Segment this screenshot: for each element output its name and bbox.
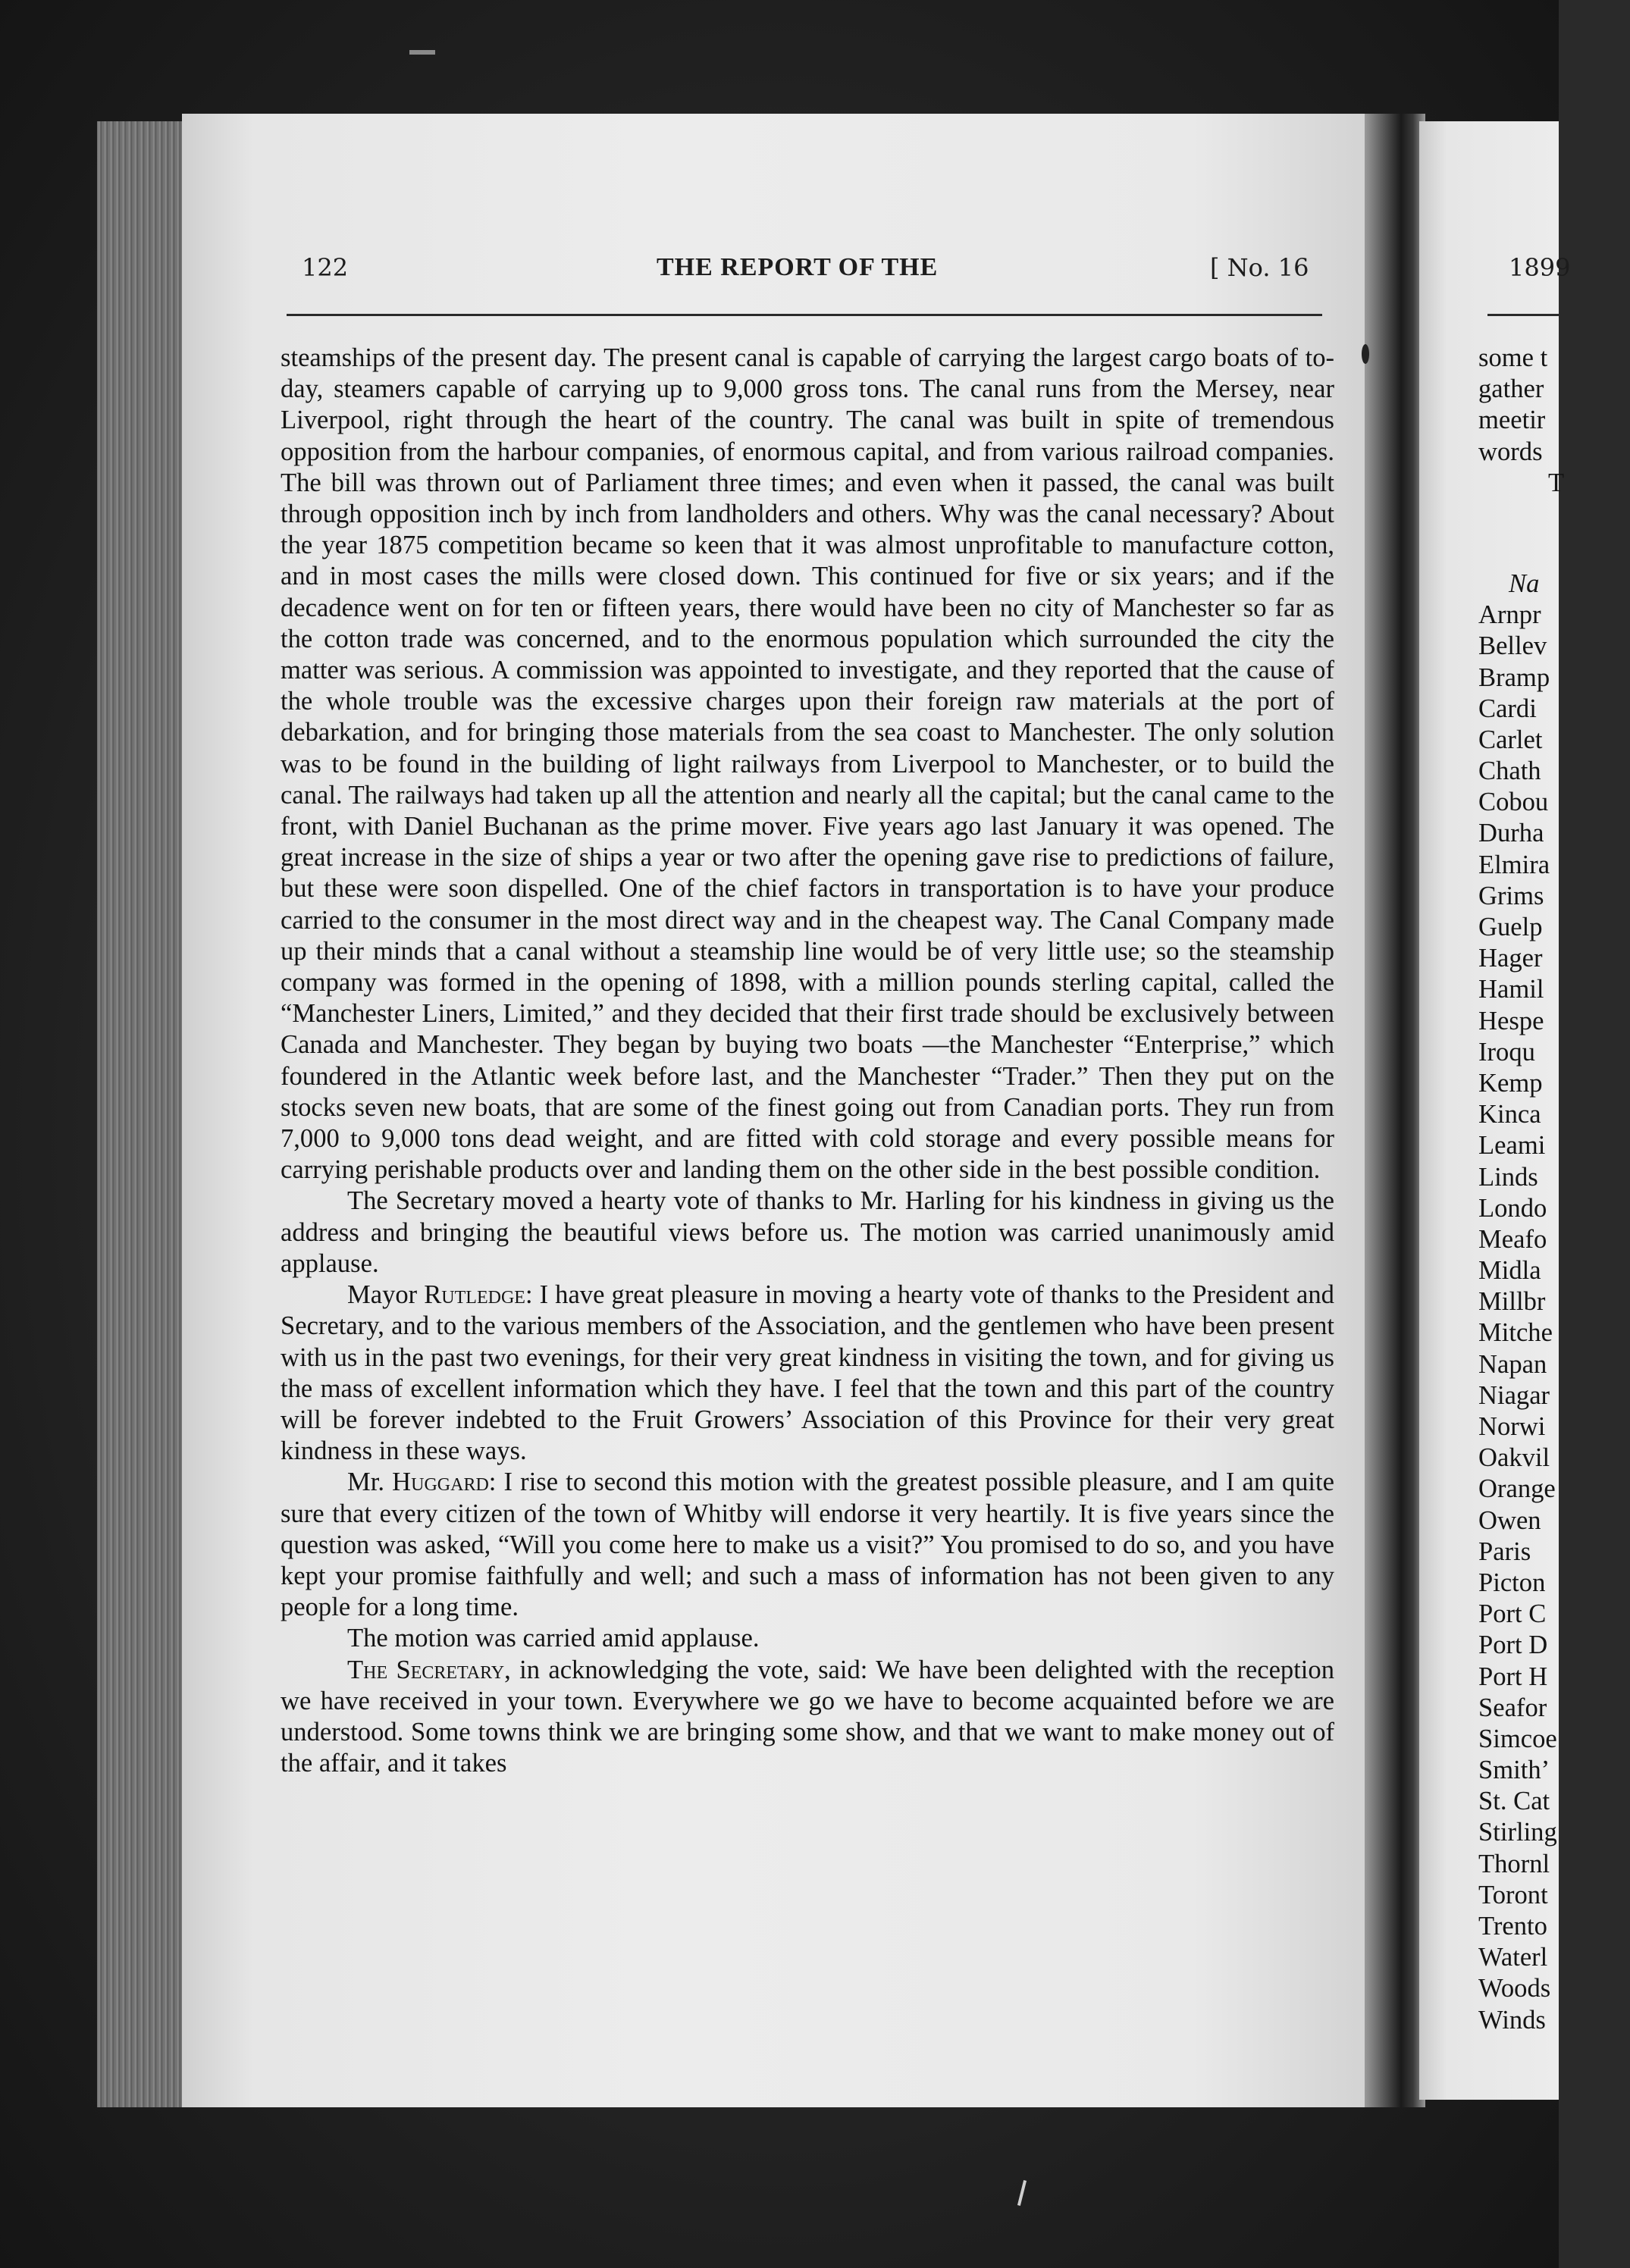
right-page-line: Port C — [1478, 1599, 1547, 1629]
right-page-line: Bellev — [1478, 631, 1547, 661]
right-page-line: Durha — [1478, 819, 1544, 848]
right-page-line: Cobou — [1478, 788, 1549, 817]
paragraph-text: : I rise to second this motion with the greatest possible pleasure, and I am quite sure that every citizen of the town of Whitby will endorse it very heartily. It is five years since the question was asked, “Will you come here to make us a visit?” You promised to do so, and you have kept your promise faithfully and well; and such a mass of information has not been given to any people for a long time. — [281, 1468, 1334, 1622]
right-page-line: Paris — [1478, 1537, 1531, 1566]
right-page-line: Meafo — [1478, 1224, 1547, 1254]
right-page-line: Hamil — [1478, 975, 1544, 1004]
right-page-line: Hespe — [1478, 1006, 1544, 1035]
right-page-line: Grims — [1478, 881, 1544, 910]
right-page-line: Seafor — [1478, 1693, 1547, 1722]
film-artifact-mark — [409, 50, 435, 55]
right-page-line: Carlet — [1478, 725, 1543, 754]
issue-number: [ No. 16 — [1210, 253, 1309, 282]
right-page-line: St. Cat — [1478, 1787, 1550, 1816]
right-page-line: words — [1478, 437, 1543, 466]
right-page-line: Orange — [1478, 1474, 1556, 1504]
body-paragraph — [281, 1655, 1334, 1780]
paragraph-text: , in acknowledging the vote, said: We have been delighted with the reception we have received in your town. Everywhere we go we have to become acquainted before we are understood. Some towns think we are bringing some show, and that we want to make money out of the affair, and it takes — [281, 1655, 1334, 1778]
speaker-name: Rutledge — [424, 1280, 525, 1310]
right-page-line: Mitche — [1478, 1318, 1553, 1348]
right-page-line: Simcoe — [1478, 1724, 1557, 1753]
right-page-line: Toront — [1478, 1880, 1548, 1909]
right-page-line: gather — [1478, 374, 1544, 404]
right-page-line: Midla — [1478, 1256, 1541, 1286]
paragraph-text: steamships of the present day. The present canal is capable of carrying the largest cargo boats of to-day, steamers capable of carrying up to 9,000 gross tons. The canal runs from the Mersey, near Liverpool, right through the heart of the country. The canal was built in spite of tremendous opposition from the harbour companies, of enormous capital, and from various railroad companies. The bill was thrown out of Parliament three times; and even when it passed, the canal was built through opposition inch by inch from landholders and others. Why was the canal necessary? About the year 1875 competition became so keen that it was almost unprofitable to manufacture cotton, and in most cases the mills were closed down. This continued for five or six years; and if the decadence went on for ten or fifteen years, there would have been no city of Manchester so far as the cotton trade was concerned, and to the enormous population which surrounded the city the matter was serious. A commission was appointed to investigate, and they reported that the cause of the whole trouble was the excessive charges upon their foreign raw materials at the port of debarkation, and for bringing those materials from the sea coast to Manchester. The only solution was to be found in the building of light railways from Liverpool to Manchester, or to build the canal. The railways had taken up all the attention and nearly all the capital; but the canal came to the front, with Daniel Buchanan as the prime mover. Five years ago last January it was opened. The great increase in the size of ships a year or two after the opening gave rise to predictions of failure, but these were soon dispelled. One of the chief factors in transportation is to have your produce carried to the consumer in the most direct way and in the cheapest way. The Canal Company made up their minds that a canal without a steamship line would be of very little use; so the steamship company was formed in the opening of 1898, with a million pounds sterling capital, called the “Manchester Liners, Limited,” and they decided that their first trade should be exclusively between Canada and Manchester. They began by buying two boats —the Manchester “Enterprise,” which foundered in the Atlantic week before last, and the Manchester “Trader.” Then they put on the stocks seven new boats, that are some of the finest going out from Canadian ports. They run from 7,000 to 9,000 tons dead weight, and are fitted with cold storage and every possible means for carrying perishable products over and landing them on the other side in the best possible condition. — [281, 343, 1334, 1185]
speaker-name: Huggard — [392, 1468, 489, 1497]
right-page-line: Kinca — [1478, 1100, 1541, 1129]
right-page-line: Kemp — [1478, 1068, 1543, 1098]
right-page-line: Owen — [1478, 1505, 1541, 1535]
right-page-line: Guelp — [1478, 913, 1543, 941]
paragraph-text: The Secretary moved a hearty vote of thanks to Mr. Harling for his kindness in giving us the address and bringing the beautiful views before us. The motion was carried unanimously amid applause. — [281, 1186, 1334, 1278]
body-paragraph — [281, 1280, 1334, 1467]
right-page-line: meetir — [1478, 406, 1546, 435]
right-page-line: T — [1548, 468, 1565, 497]
page-edge-stack — [97, 121, 187, 2107]
running-title: THE REPORT OF THE — [657, 253, 939, 281]
right-page-line: Winds — [1478, 2005, 1546, 2035]
right-page-line: Napan — [1478, 1349, 1547, 1379]
paragraph-text: Mayor — [347, 1280, 425, 1310]
right-page-line: Arnpr — [1478, 600, 1541, 630]
right-page-line: some t — [1478, 343, 1548, 372]
spine-gutter — [1365, 114, 1425, 2107]
page-number: 122 — [302, 253, 349, 282]
body-paragraph — [281, 1186, 1334, 1280]
paragraph-text: The motion was carried amid applause. — [347, 1624, 760, 1653]
right-page-line: Norwi — [1478, 1412, 1546, 1441]
right-page-line: Bramp — [1478, 663, 1550, 692]
right-page-line: Thornl — [1478, 1849, 1550, 1878]
right-page-line: Niagar — [1478, 1380, 1550, 1410]
right-page-line: Hager — [1478, 944, 1543, 973]
margin-ink-mark — [1362, 344, 1369, 364]
right-page-line: Linds — [1478, 1162, 1538, 1192]
right-page-line: Iroqu — [1478, 1037, 1535, 1067]
right-page-line: Cardi — [1478, 694, 1537, 723]
right-page-line: Trento — [1478, 1912, 1547, 1941]
right-page-line: Stirling — [1478, 1818, 1557, 1847]
right-page-line: Port D — [1478, 1631, 1548, 1660]
right-page-line: Leami — [1478, 1131, 1546, 1161]
right-page-line: Smith’ — [1478, 1756, 1550, 1785]
right-page-line: Londo — [1478, 1193, 1547, 1223]
body-paragraph — [281, 343, 1334, 1186]
body-text-column — [281, 343, 1334, 1779]
right-page-gap — [1478, 499, 1630, 569]
right-page-year: 1899 — [1509, 253, 1571, 282]
right-page-line: Woods — [1478, 1974, 1551, 2003]
paragraph-text: Mr. — [347, 1468, 393, 1497]
paragraph-text: : I have great pleasure in moving a hearty vote of thanks to the President and Secretary, and to the various members of the Association, and the gentlemen who have been present with us in the past two evenings, for their very great kindness in visiting the town, and for giving us the mass of excellent information which they have. I feel that the town and this part of the country will be forever indebted to the Fruit Growers’ Association of this Province for their very great kindness in these ways. — [281, 1280, 1334, 1466]
right-page-line: Picton — [1478, 1568, 1546, 1597]
right-page-line: Oakvil — [1478, 1443, 1550, 1473]
header-rule — [287, 314, 1322, 316]
right-page-text-fragments — [1478, 343, 1630, 2036]
speaker-name: The Secretary — [347, 1655, 505, 1684]
right-header-rule — [1487, 314, 1559, 316]
right-page-line: Chath — [1478, 757, 1541, 786]
right-page-line: Port H — [1478, 1662, 1548, 1691]
right-page-line: Waterl — [1478, 1943, 1548, 1972]
body-paragraph — [281, 1623, 1334, 1654]
right-page-line: Na — [1509, 569, 1540, 598]
right-page-line: Millbr — [1478, 1287, 1546, 1317]
right-page-line: Elmira — [1478, 850, 1550, 879]
body-paragraph — [281, 1467, 1334, 1623]
